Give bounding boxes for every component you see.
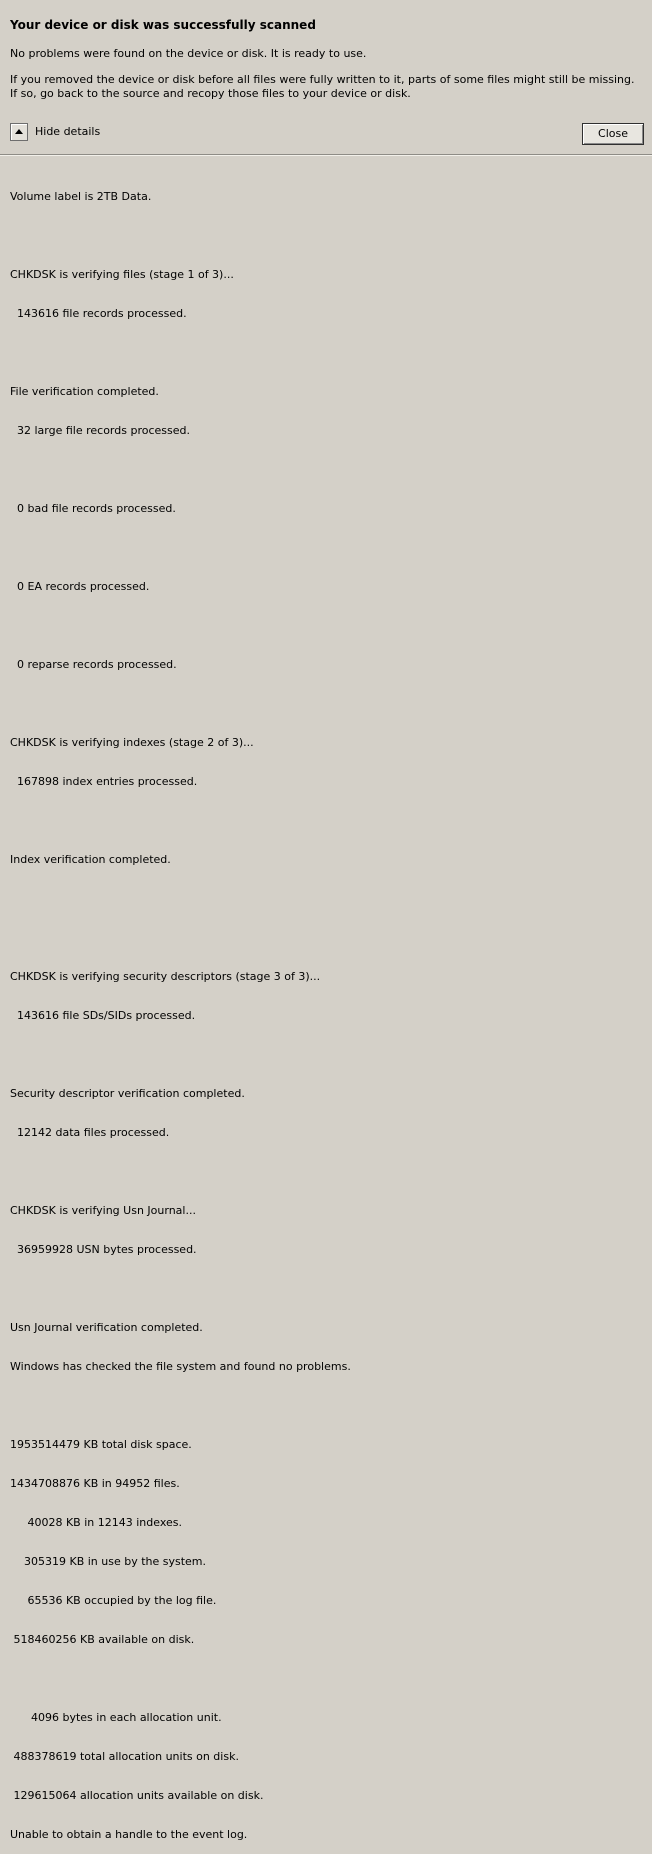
- details-line: 0 bad file records processed.: [10, 502, 176, 515]
- details-line: [10, 541, 642, 554]
- details-line: Unable to obtain a handle to the event log.: [10, 1828, 248, 1841]
- details-line: 0 EA records processed.: [10, 580, 150, 593]
- details-line: File verification completed.: [10, 385, 159, 398]
- details-line: 305319 KB in use by the system.: [10, 1555, 207, 1568]
- details-line: [10, 619, 642, 632]
- details-line: 167898 index entries processed.: [10, 775, 198, 788]
- details-line: 36959928 USN bytes processed.: [10, 1243, 197, 1256]
- details-line: 518460256 KB available on disk.: [10, 1633, 195, 1646]
- dialog-title: Your device or disk was successfully scanned: [10, 18, 316, 32]
- details-line: Usn Journal verification completed.: [10, 1321, 203, 1334]
- details-line: [10, 463, 642, 476]
- details-line: CHKDSK is verifying files (stage 1 of 3)...: [10, 268, 234, 281]
- details-line: [10, 1165, 642, 1178]
- chevron-up-icon: [15, 129, 23, 134]
- details-line: CHKDSK is verifying indexes (stage 2 of 3)...: [10, 736, 254, 749]
- details-line: 1434708876 KB in 94952 files.: [10, 1477, 180, 1490]
- details-line: [10, 892, 642, 905]
- details-line: CHKDSK is verifying Usn Journal...: [10, 1204, 196, 1217]
- details-line: Security descriptor verification completed.: [10, 1087, 245, 1100]
- details-line: 12142 data files processed.: [10, 1126, 170, 1139]
- details-line: Volume label is 2TB Data.: [10, 190, 152, 203]
- warning-message: If you removed the device or disk before all files were fully written to it, parts of some files might still be missing. If so, go back to the source and recopy those files to your device or disk.: [10, 73, 635, 100]
- details-line: [10, 1672, 642, 1685]
- details-line: 143616 file records processed.: [10, 307, 187, 320]
- details-line: [10, 1048, 642, 1061]
- details-line: 129615064 allocation units available on disk.: [10, 1789, 264, 1802]
- details-line: [10, 1282, 642, 1295]
- details-line: Index verification completed.: [10, 853, 171, 866]
- details-line: [10, 229, 642, 242]
- details-line: [10, 931, 642, 944]
- details-line: CHKDSK is verifying security descriptors (stage 3 of 3)...: [10, 970, 321, 983]
- details-line: [10, 814, 642, 827]
- details-line: [10, 346, 642, 359]
- details-line: 488378619 total allocation units on disk.: [10, 1750, 239, 1763]
- close-button[interactable]: Close: [582, 123, 644, 145]
- details-line: 0 reparse records processed.: [10, 658, 177, 671]
- details-line: 32 large file records processed.: [10, 424, 190, 437]
- details-log: [10, 164, 642, 1854]
- divider: [0, 154, 652, 156]
- toggle-details-label[interactable]: Hide details: [35, 125, 101, 138]
- details-line: 1953514479 KB total disk space.: [10, 1438, 192, 1451]
- dialog-header: [0, 0, 652, 154]
- details-line: 143616 file SDs/SIDs processed.: [10, 1009, 196, 1022]
- details-line: Windows has checked the file system and found no problems.: [10, 1360, 351, 1373]
- toggle-details-button[interactable]: [10, 123, 28, 141]
- details-line: 4096 bytes in each allocation unit.: [10, 1711, 222, 1724]
- details-line: 40028 KB in 12143 indexes.: [10, 1516, 182, 1529]
- details-line: 65536 KB occupied by the log file.: [10, 1594, 217, 1607]
- details-line: [10, 1399, 642, 1412]
- status-message: No problems were found on the device or disk. It is ready to use.: [10, 47, 367, 60]
- details-line: [10, 697, 642, 710]
